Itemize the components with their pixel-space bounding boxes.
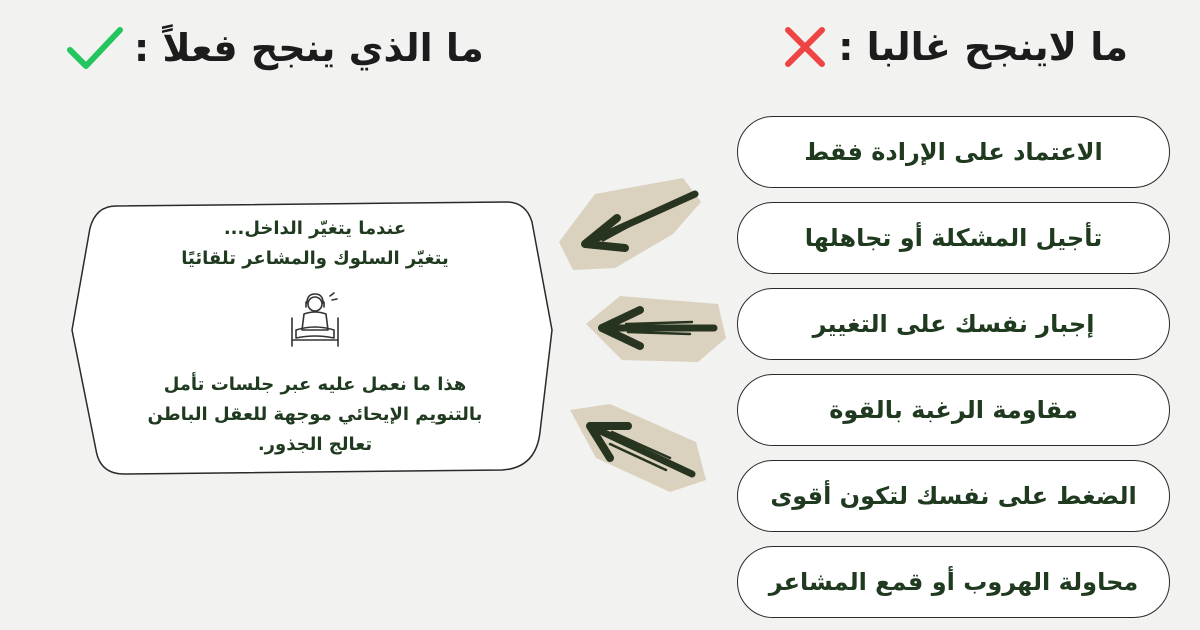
- meditation-icon: [286, 290, 344, 350]
- working-heading: [66, 24, 484, 72]
- works-panel: [100, 214, 530, 460]
- not-working-heading-text: ما لاينجح غالبا :: [838, 25, 1128, 69]
- not-working-item-3: إجبار نفسك على التغيير: [737, 288, 1170, 360]
- not-working-item-4: مقاومة الرغبة بالقوة: [737, 374, 1170, 446]
- cross-icon: [782, 24, 828, 70]
- not-working-item-2: تأجيل المشكلة أو تجاهلها: [737, 202, 1170, 274]
- working-heading-text: ما الذي ينجح فعلاً :: [134, 26, 484, 70]
- not-working-item-6: محاولة الهروب أو قمع المشاعر: [737, 546, 1170, 618]
- panel-line-3: هذا ما نعمل عليه عبر جلسات تأمل: [163, 374, 467, 395]
- panel-line-4: بالتنويم الإيحائي موجهة للعقل الباطن: [147, 404, 483, 425]
- not-working-item-1: الاعتماد على الإرادة فقط: [737, 116, 1170, 188]
- not-working-heading: [782, 24, 1128, 70]
- not-working-item-5: الضغط على نفسك لتكون أقوى: [737, 460, 1170, 532]
- panel-line-5: تعالج الجذور.: [257, 434, 373, 455]
- arrow-icon: [555, 172, 705, 272]
- panel-line-1: عندما يتغيّر الداخل...: [223, 218, 407, 239]
- checkmark-icon: [66, 24, 124, 72]
- panel-line-2: يتغيّر السلوك والمشاعر تلقائيًا: [181, 248, 449, 269]
